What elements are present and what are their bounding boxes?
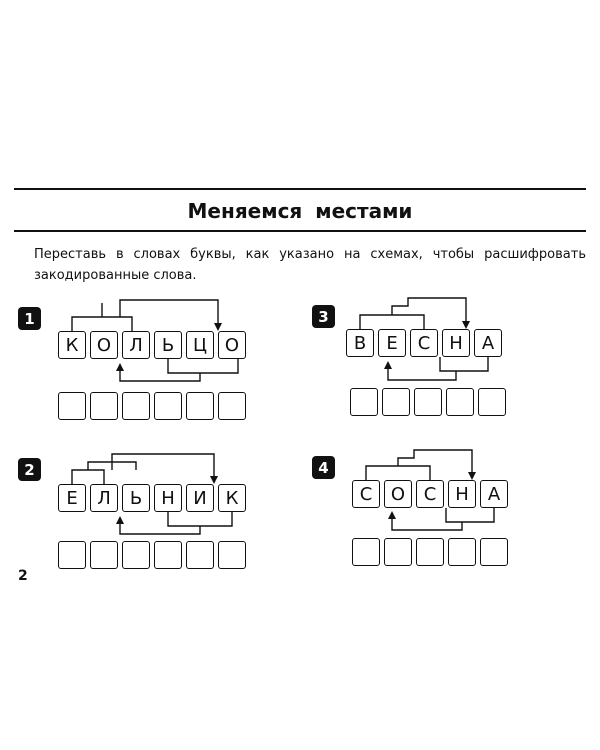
letter-tile: В (346, 329, 374, 357)
answer-box[interactable] (416, 538, 444, 566)
letter-tile: А (474, 329, 502, 357)
letter-tile: С (352, 480, 380, 508)
letter-tile: Л (90, 484, 118, 512)
puzzle-2-number: 2 (18, 458, 41, 481)
puzzle-4-number: 4 (312, 456, 335, 479)
page-title: Меняемся местами (187, 199, 413, 223)
letter-tile: Ь (154, 331, 182, 359)
letter-tile: О (218, 331, 246, 359)
letter-tile: Н (442, 329, 470, 357)
puzzle-4-answer-boxes (352, 538, 508, 566)
letter-tile: С (416, 480, 444, 508)
letter-tile: К (218, 484, 246, 512)
letter-tile: К (58, 331, 86, 359)
letter-tile: О (384, 480, 412, 508)
answer-box[interactable] (448, 538, 476, 566)
answer-box[interactable] (352, 538, 380, 566)
letter-tile: И (186, 484, 214, 512)
letter-tile: Л (122, 331, 150, 359)
letter-tile: Е (378, 329, 406, 357)
letter-tile: О (90, 331, 118, 359)
instruction-text: Переставь в словах буквы, как указано на схемах, чтобы расшифровать закодированные слова. (34, 247, 586, 283)
letter-tile: А (480, 480, 508, 508)
puzzle-3-number: 3 (312, 305, 335, 328)
letter-tile: Ь (122, 484, 150, 512)
letter-tile: Е (58, 484, 86, 512)
letter-tile: Н (448, 480, 476, 508)
letter-tile: Н (154, 484, 182, 512)
page-number: 2 (18, 568, 28, 584)
answer-box[interactable] (480, 538, 508, 566)
letter-tile: С (410, 329, 438, 357)
puzzle-1-number: 1 (18, 307, 41, 330)
answer-box[interactable] (384, 538, 412, 566)
letter-tile: Ц (186, 331, 214, 359)
